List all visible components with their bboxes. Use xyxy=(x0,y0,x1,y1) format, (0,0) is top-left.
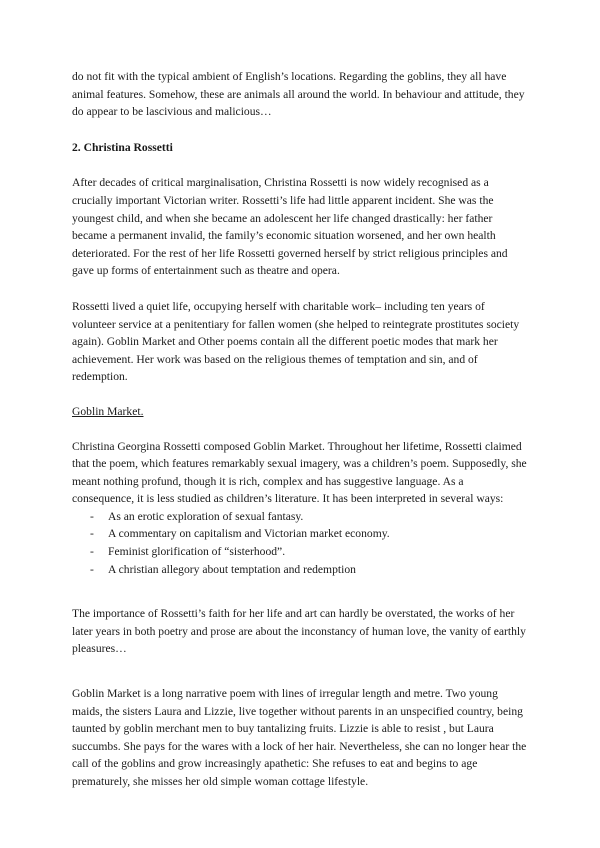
goblin-market-intro-paragraph: Christina Georgina Rossetti composed Goblin Market. Throughout her lifetime, Rossetti claimed that the poem, which features remarkably sexual imagery, was a children’s poem. Supposedly, she meant nothing profund, though it is rich, complex and has suggestive language. As a consequence, it is less studied as children’s literature. It has been interpreted in several ways: xyxy=(72,439,527,506)
section-heading: 2. Christina Rossetti xyxy=(72,140,173,154)
dash-bullet: - xyxy=(90,562,94,576)
dash-bullet: - xyxy=(90,545,94,559)
dash-bullet: - xyxy=(90,527,94,541)
dash-bullet: - xyxy=(90,509,94,523)
rossetti-quiet-life-paragraph: Rossetti lived a quiet life, occupying herself with charitable work– including ten years of volunteer service at a penitentiary for fallen women (she helped to reintegrate prostitutes society again). Goblin Market and Other poems contain all the different poetic modes that mark her achievement. Her work was based on the religious themes of temptation and sin, and of redemption. xyxy=(72,299,520,384)
intro-continuation-paragraph: do not fit with the typical ambient of English’s locations. Regarding the goblins, they all have animal features. Somehow, these are animals all around the world. In behaviour and attitude, they do appear to be lascivious and malicious… xyxy=(72,70,525,119)
goblin-market-link[interactable]: Goblin Market. xyxy=(72,404,144,418)
list-item xyxy=(72,508,528,526)
rossetti-faith-paragraph: The importance of Rossetti’s faith for her life and art can hardly be overstated, the works of her later years in both poetry and prose are about the inconstancy of human love, the vanity of earthly pleasures… xyxy=(72,607,526,656)
list-item xyxy=(72,561,528,579)
list-item-text: A christian allegory about temptation and redemption xyxy=(108,562,356,576)
list-item xyxy=(72,543,528,561)
list-item-text: A commentary on capitalism and Victorian market economy. xyxy=(108,527,390,541)
list-item xyxy=(72,525,528,543)
interpretations-list xyxy=(72,508,528,578)
rossetti-life-paragraph: After decades of critical marginalisation, Christina Rossetti is now widely recognised as a crucially important Victorian writer. Rossetti’s life had little apparent incident. She was the youngest child, and when she became an adolescent her life changed drastically: her father became a permanent invalid, the family’s economic situation worsened, and her own health deteriorated. For the rest of her life Rossetti governed herself by strict religious principles and gave up forms of entertainment such as theatre and opera. xyxy=(72,176,508,278)
list-item-text: As an erotic exploration of sexual fantasy. xyxy=(108,509,304,523)
goblin-market-summary-paragraph: Goblin Market is a long narrative poem with lines of irregular length and metre. Two young maids, the sisters Laura and Lizzie, live together without parents in an unspecified country, being taunted by goblin merchant men to buy tantalizing fruits. Lizzie is able to resist , but Laura succumbs. She pays for the wares with a lock of her hair. Nevertheless, she can no longer hear the call of the goblins and grow increasingly apathetic: She refuses to eat and begins to age prematurely, she misses her old simple woman cottage lifestyle. xyxy=(72,687,527,788)
goblin-market-subheading xyxy=(72,403,528,421)
document-page xyxy=(72,68,528,791)
list-item-text: Feminist glorification of “sisterhood”. xyxy=(108,545,286,559)
